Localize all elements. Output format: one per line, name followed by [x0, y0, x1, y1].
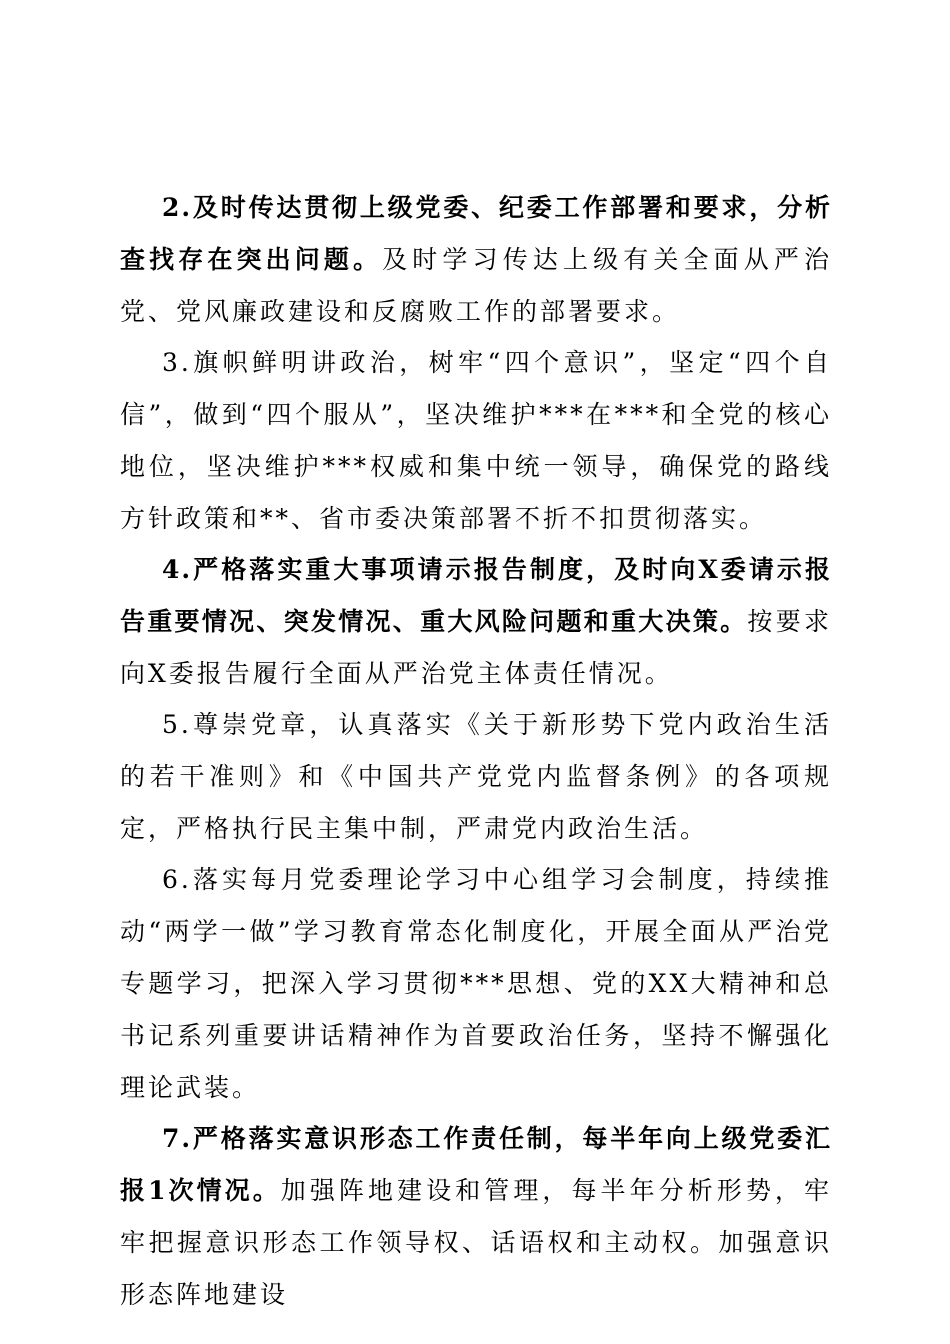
paragraph-item-7 — [120, 1113, 832, 1321]
paragraph-text: 及时学习传达上级有关全面从严治党、党风廉政建设和反腐败工作的部署要求。 — [120, 245, 832, 326]
document-body — [120, 182, 832, 1320]
paragraph-heading: 2.及时传达贯彻上级党委、纪委工作部署和要求，分析查找存在突出问题。 — [120, 193, 832, 274]
paragraph-item-6 — [120, 854, 832, 1114]
paragraph-text: 6.落实每月党委理论学习中心组学习会制度，持续推动“两学一做”学习教育常态化制度化，开展全面从严治党专题学习，把深入学习贯彻***思想、党的XX大精神和总书记系列重要讲话精神作为首要政治任务，坚持不懈强化理论武装。 — [120, 865, 832, 1102]
paragraph-item-5 — [120, 699, 832, 855]
paragraph-item-3 — [120, 337, 832, 545]
paragraph-heading: 4.严格落实重大事项请示报告制度，及时向X委请示报告重要情况、突发情况、重大风险问题和重大决策。 — [120, 555, 832, 636]
paragraph-text: 加强阵地建设和管理，每半年分析形势，牢牢把握意识形态工作领导权、话语权和主动权。加强意识形态阵地建设 — [120, 1176, 832, 1309]
paragraph-item-4 — [120, 544, 832, 700]
paragraph-text: 5.尊崇党章，认真落实《关于新形势下党内政治生活的若干准则》和《中国共产党党内监督条例》的各项规定，严格执行民主集中制，严肃党内政治生活。 — [120, 710, 832, 843]
paragraph-text: 按要求向X委报告履行全面从严治党主体责任情况。 — [120, 607, 832, 688]
paragraph-text: 3.旗帜鲜明讲政治，树牢“四个意识”，坚定“四个自信”，做到“四个服从”，坚决维护***在***和全党的核心地位，坚决维护***权威和集中统一领导，确保党的路线方针政策和**、省市委决策部署不折不扣贯彻落实。 — [120, 348, 832, 533]
paragraph-item-2 — [120, 182, 832, 338]
paragraph-heading: 7.严格落实意识形态工作责任制，每半年向上级党委汇报1次情况。 — [120, 1124, 832, 1205]
